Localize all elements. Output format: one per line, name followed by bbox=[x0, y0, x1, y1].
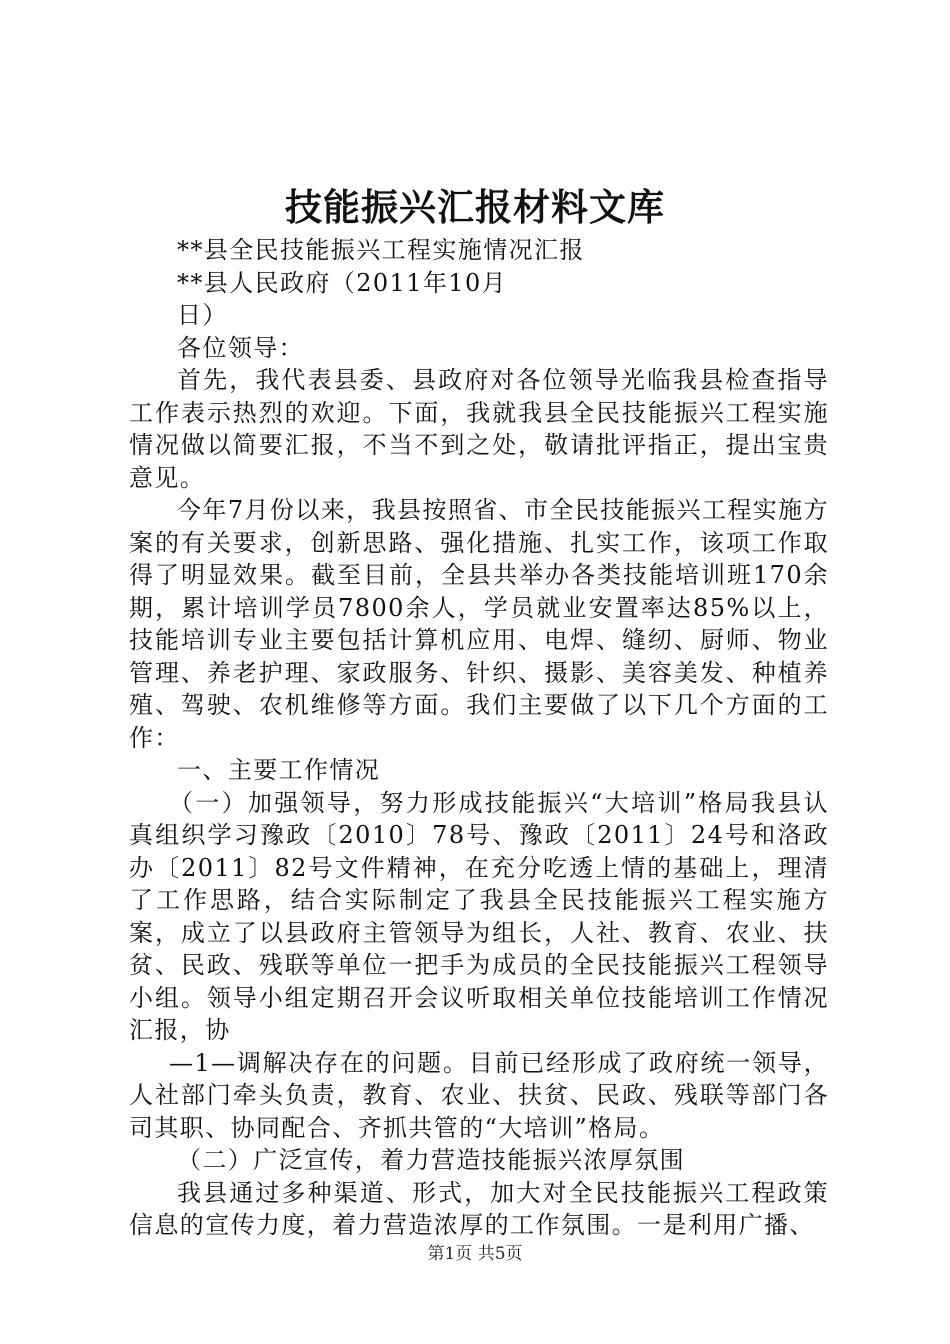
salutation: 各位领导： bbox=[177, 333, 304, 362]
report-issuer: **县人民政府（2011年10月 bbox=[177, 268, 508, 297]
report-subtitle: **县全民技能振兴工程实施情况汇报 bbox=[177, 236, 585, 264]
paragraph-intro: 首先，我代表县委、县政府对各位领导光临我县检查指导工作表示热烈的欢迎。下面，我就我县全民技能振兴工程实施情况做以简要汇报，不当不到之处，敬请批评指正，提出宝贵意见。 bbox=[129, 366, 829, 492]
section-heading-2: （二）广泛宣传，着力营造技能振兴浓厚氛围 bbox=[177, 1146, 685, 1174]
paragraph-overview: 今年7月份以来，我县按照省、市全民技能振兴工程实施方案的有关要求，创新思路、强化措施、扎实工作，该项工作取得了明显效果。截至目前，全县共举办各类技能培训班170余期，累计培训学员7800余人，学员就业安置率达85%以上，技能培训专业主要包括计算机应用、电焊、缝纫、厨师、物业管理、养老护理、家政服务、针织、摄影、美容美发、种植养殖、驾驶、农机维修等方面。我们主要做了以下几个方面的工作： bbox=[129, 496, 829, 752]
document-body bbox=[129, 234, 829, 1242]
paragraph-leadership: （一）加强领导，努力形成技能振兴“大培训”格局我县认真组织学习豫政〔2010〕78号、豫政〔2011〕24号和洛政办〔2011〕82号文件精神，在充分吃透上情的基础上，理清了工作思路，结合实际制定了我县全民技能振兴工程实施方案，成立了以县政府主管领导为组长，人社、教育、农业、扶贫、民政、残联等单位一把手为成员的全民技能振兴工程领导小组。领导小组定期召开会议听取相关单位技能培训工作情况汇报，协 bbox=[129, 788, 829, 1044]
document-title: 技能振兴汇报材料文库 bbox=[285, 185, 665, 229]
paragraph-publicity: 我县通过多种渠道、形式，加大对全民技能振兴工程政策信息的宣传力度，着力营造浓厚的工作氛围。一是利用广播、 bbox=[129, 1178, 829, 1239]
section-heading-1: 一、主要工作情况 bbox=[177, 756, 381, 784]
report-issuer-cont: 日） bbox=[177, 301, 228, 329]
paragraph-leadership-cont: —1—调解决存在的问题。目前已经形成了政府统一领导，人社部门牵头负责，教育、农业、扶贫、民政、残联等部门各司其职、协同配合、齐抓共管的“大培训”格局。 bbox=[129, 1048, 829, 1142]
page-number: 第1页 共5页 bbox=[427, 1244, 523, 1264]
